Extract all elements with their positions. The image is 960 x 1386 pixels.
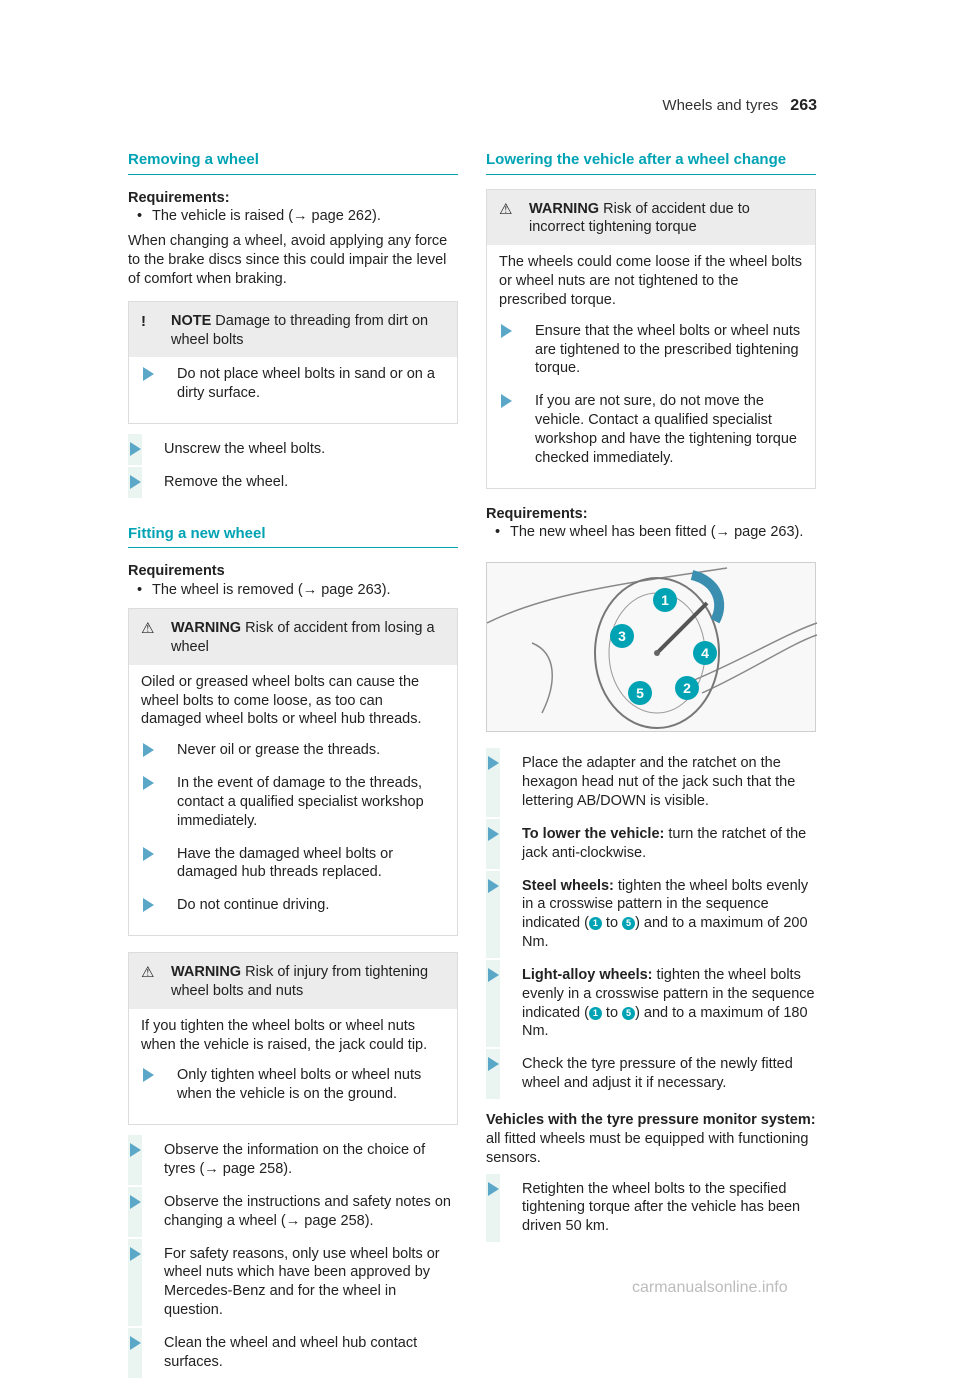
warning-header	[487, 190, 815, 246]
arrow-icon	[488, 968, 499, 982]
step	[128, 1193, 458, 1231]
warning-header	[129, 953, 457, 1009]
warning-step	[141, 741, 445, 760]
arrow-icon	[143, 367, 154, 381]
step-text: In the event of damage to the threads, contact a qualified specialist workshop immediately.	[177, 775, 424, 829]
bolt-number-3	[610, 624, 634, 648]
svg-text:4: 4	[701, 645, 709, 662]
step-remove	[128, 473, 458, 492]
right-column	[486, 150, 816, 1250]
step	[486, 1180, 816, 1237]
bolt-number-5	[628, 681, 652, 705]
arrow-icon	[130, 442, 141, 456]
arrow-icon	[501, 324, 512, 338]
lowering-vehicle-heading: Lowering the vehicle after a wheel change	[486, 150, 816, 175]
step-text: For safety reasons, only use wheel bolts or wheel nuts which have been approved by Mercedes-Benz and for the wheel in question.	[164, 1245, 440, 1319]
arrow-icon	[130, 1195, 141, 1209]
number-badge: 1	[589, 1007, 602, 1020]
page-number: 263	[790, 97, 817, 114]
step-keyword: Light-alloy wheels:	[522, 966, 653, 983]
warning-title: Risk of accident from losing a wheel	[171, 619, 435, 655]
warning-box	[128, 608, 458, 936]
requirement-item: • The wheel is removed (→ page 263).	[128, 581, 458, 600]
arrow-icon	[130, 475, 141, 489]
svg-text:2: 2	[683, 680, 691, 697]
warning-step	[141, 774, 445, 831]
step-text: Have the damaged wheel bolts or damaged hub threads replaced.	[177, 845, 394, 881]
note-title: Damage to threading from dirt on wheel bolts	[171, 312, 429, 348]
warning-box	[128, 952, 458, 1125]
step-keyword: Steel wheels:	[522, 877, 614, 894]
step	[486, 754, 816, 811]
warning-text: Oiled or greased wheel bolts can cause the wheel bolts to come loose, as too can damaged wheel bolts or wheel hub threads.	[141, 673, 422, 728]
warning-keyword: WARNING	[171, 619, 242, 636]
warning-triangle-icon: ⚠	[141, 964, 155, 982]
step	[486, 825, 816, 863]
warning-title: Risk of injury from tightening wheel bolts and nuts	[171, 964, 429, 999]
step	[128, 1245, 458, 1320]
step-text: Do not continue driving.	[177, 897, 330, 914]
arrow-icon	[488, 827, 499, 841]
bolt-number-2	[675, 676, 699, 700]
note-box	[128, 301, 458, 424]
warning-step	[499, 322, 803, 379]
step-text: turn the ratchet of the jack anti-clockwise.	[522, 825, 807, 861]
step-text: Only tighten wheel bolts or wheel nuts when the vehicle is on the ground.	[177, 1067, 422, 1103]
step-text: Retighten the wheel bolts to the specified tightening torque after the vehicle has been driven 50 km.	[522, 1180, 801, 1235]
number-badge: 1	[589, 917, 602, 930]
svg-text:3: 3	[618, 628, 626, 645]
step	[486, 966, 816, 1041]
left-column	[128, 150, 458, 1386]
arrow-icon	[143, 743, 154, 757]
warning-body	[129, 1009, 457, 1124]
warning-text: The wheels could come loose if the wheel bolts or wheel nuts are not tightened to the prescribed torque.	[499, 254, 803, 308]
section-title: Wheels and tyres	[662, 97, 779, 114]
step-text: tighten the wheel bolts evenly in a crosswise pattern in the sequence indicated (	[522, 877, 809, 932]
removing-wheel-heading: Removing a wheel	[128, 150, 458, 175]
warning-step	[141, 845, 445, 883]
paragraph: When changing a wheel, avoid applying any force to the brake discs since this could impair the level of comfort when braking.	[128, 233, 448, 287]
warning-step	[141, 896, 445, 915]
watermark: carmanualsonline.info	[632, 1279, 788, 1296]
step-text: Ensure that the wheel bolts or wheel nuts are tightened to the prescribed tightening torque.	[535, 322, 801, 377]
svg-text:1: 1	[661, 592, 669, 609]
requirements-title: Requirements:	[128, 189, 230, 206]
tpms-keyword: Vehicles with the tyre pressure monitor system:	[486, 1111, 816, 1128]
arrow-icon	[488, 1182, 499, 1196]
step-text: Place the adapter and the ratchet on the hexagon head nut of the jack such that the lettering AB/DOWN is visible.	[522, 755, 796, 809]
arrow-icon	[130, 1143, 141, 1157]
arrow-icon	[143, 776, 154, 790]
warning-body	[487, 245, 815, 487]
arrow-icon	[130, 1336, 141, 1350]
note-keyword: NOTE	[171, 312, 212, 329]
step	[486, 877, 816, 952]
bolt-number-1	[653, 588, 677, 612]
arrow-icon	[488, 879, 499, 893]
step-text: Never oil or grease the threads.	[177, 742, 381, 759]
step-text: Observe the information on the choice of tyres (→ page 258).	[164, 1142, 426, 1177]
requirement-item: • The new wheel has been fitted (→ page 263).	[486, 523, 816, 542]
warning-body	[129, 665, 457, 935]
step-text: Remove the wheel.	[164, 473, 289, 490]
warning-title: Risk of accident due to incorrect tightening torque	[529, 200, 750, 236]
step-text: Unscrew the wheel bolts.	[164, 441, 326, 458]
svg-text:5: 5	[636, 685, 644, 702]
number-badge: 5	[622, 917, 635, 930]
warning-header	[129, 609, 457, 665]
arrow-icon	[143, 847, 154, 861]
warning-triangle-icon: ⚠	[499, 200, 513, 218]
requirements-title: Requirements:	[486, 505, 588, 522]
arrow-icon	[143, 898, 154, 912]
wheel-illustration	[487, 563, 817, 733]
step-text: to	[601, 915, 623, 932]
step-text: ) and to a maximum of 180 Nm.	[522, 1004, 808, 1040]
tpms-paragraph	[486, 1111, 816, 1168]
exclamation-icon: !	[141, 312, 146, 330]
wheel-bolt-figure	[486, 562, 816, 732]
step-text: If you are not sure, do not move the vehicle. Contact a qualified specialist workshop and have the tightening torque checked immediately.	[535, 393, 797, 466]
arrow-icon	[501, 394, 512, 408]
warning-triangle-icon: ⚠	[141, 619, 155, 637]
warning-text: If you tighten the wheel bolts or wheel nuts when the vehicle is raised, the jack could tip.	[141, 1017, 428, 1053]
step-text: Check the tyre pressure of the newly fitted wheel and adjust it if necessary.	[522, 1056, 793, 1092]
step-text: tighten the wheel bolts evenly in a crosswise pattern in the sequence indicated (	[522, 966, 815, 1021]
requirement-item: • The vehicle is raised (→ page 262).	[128, 207, 458, 226]
step-text: ) and to a maximum of 200 Nm.	[522, 915, 808, 951]
fitting-wheel-heading: Fitting a new wheel	[128, 524, 458, 549]
note-body	[129, 357, 457, 423]
bolt-number-4	[693, 641, 717, 665]
number-badge: 5	[622, 1007, 635, 1020]
step-text: to	[601, 1004, 623, 1021]
warning-step	[141, 1066, 445, 1104]
arrow-icon	[130, 1247, 141, 1261]
note-header	[129, 302, 457, 358]
page-header	[662, 96, 817, 117]
requirements-title: Requirements	[128, 563, 225, 580]
note-step	[141, 365, 445, 403]
step-unscrew	[128, 440, 458, 459]
tpms-text: all fitted wheels must be equipped with functioning sensors.	[486, 1130, 809, 1166]
step	[128, 1334, 458, 1372]
step-text: Observe the instructions and safety notes on changing a wheel (→ page 258).	[164, 1193, 451, 1229]
step-keyword: To lower the vehicle:	[522, 825, 665, 842]
arrow-icon	[488, 756, 499, 770]
warning-box	[486, 189, 816, 489]
step-text: Clean the wheel and wheel hub contact surfaces.	[164, 1334, 418, 1370]
warning-keyword: WARNING	[171, 964, 242, 981]
step	[128, 1141, 458, 1179]
step-text: Do not place wheel bolts in sand or on a dirty surface.	[177, 366, 435, 402]
arrow-icon	[488, 1057, 499, 1071]
warning-step	[499, 392, 803, 467]
step	[486, 1055, 816, 1093]
arrow-icon	[143, 1068, 154, 1082]
warning-keyword: WARNING	[529, 200, 600, 217]
